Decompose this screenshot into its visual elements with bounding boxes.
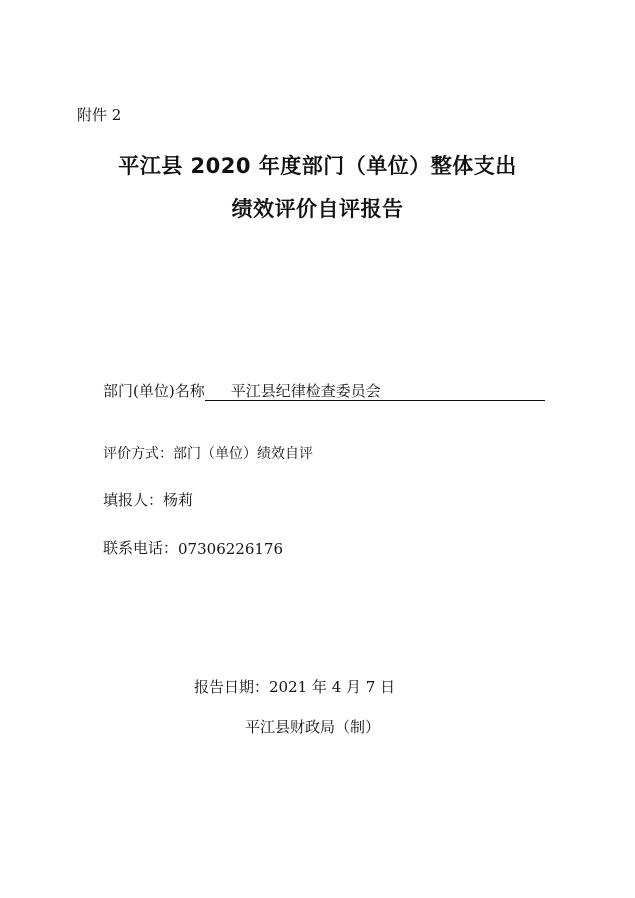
attachment-label: 附件 2 <box>77 106 122 124</box>
issuer: 平江县财政局（制） <box>245 718 381 736</box>
phone-label: 联系电话： <box>103 539 179 557</box>
report-date: 报告日期：2021 年 4 月 7 日 <box>194 678 396 696</box>
filler-value: 杨莉 <box>163 491 194 509</box>
report-title-line-2: 绩效评价自评报告 <box>231 197 404 221</box>
evaluation-method-field <box>103 443 313 463</box>
filler-field <box>103 489 193 510</box>
phone-field <box>103 537 283 558</box>
department-value: 平江县纪律检查委员会 <box>205 382 545 401</box>
department-field <box>103 380 545 401</box>
filler-label: 填报人： <box>103 491 164 509</box>
evaluation-method-label: 评价方式： <box>103 446 173 462</box>
phone-value: 07306226176 <box>178 540 283 558</box>
report-title-line-1: 平江县 2020 年度部门（单位）整体支出 <box>118 154 517 178</box>
evaluation-method-value: 部门（单位）绩效自评 <box>173 446 313 462</box>
department-label: 部门(单位)名称 <box>103 382 205 400</box>
